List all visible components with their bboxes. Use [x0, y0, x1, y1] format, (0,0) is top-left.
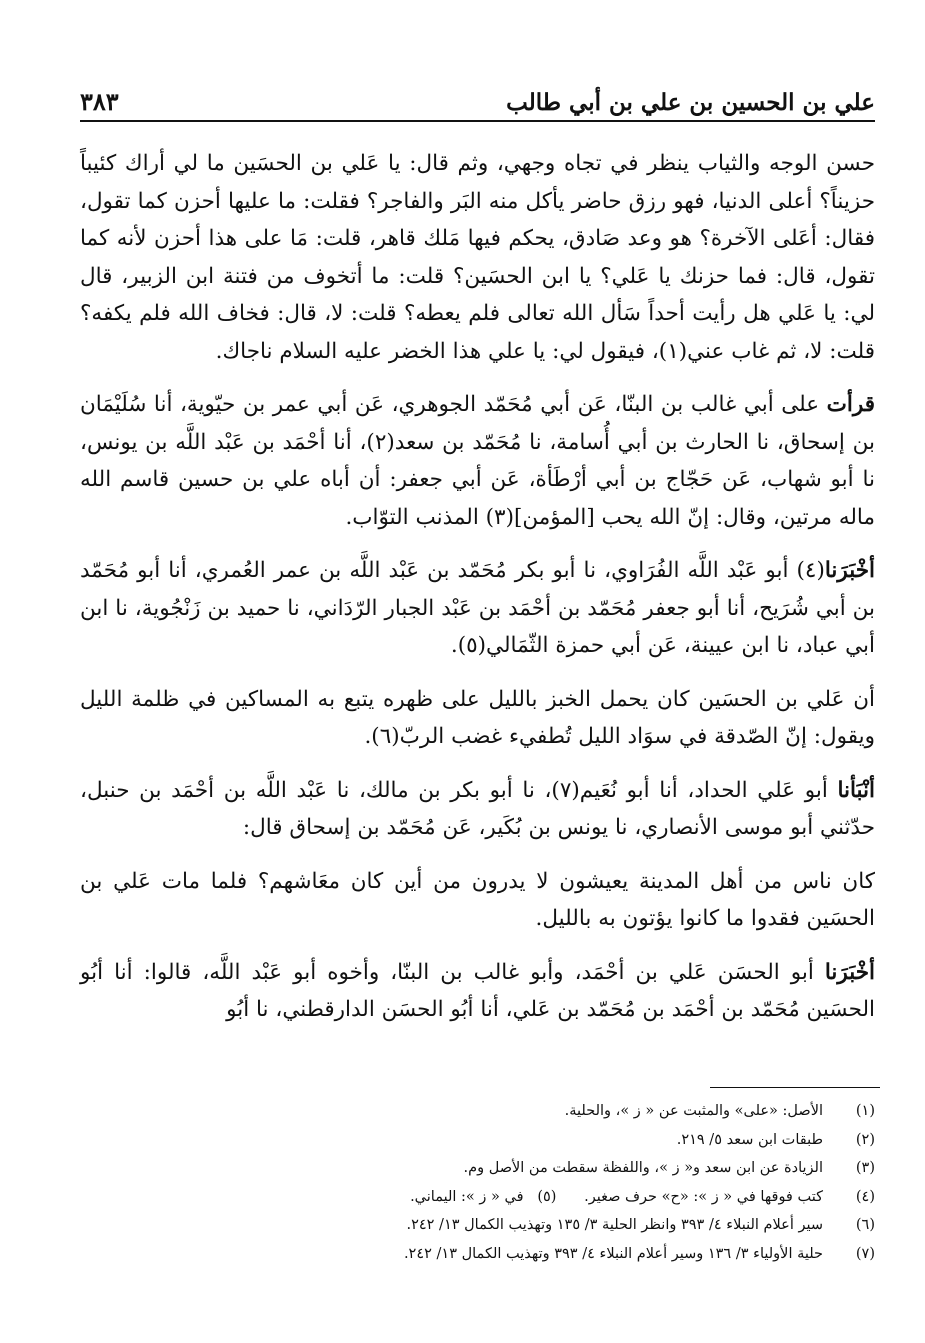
paragraph-6: كان ناس من أهل المدينة يعيشون لا يدرون من أين كان معَاشهم؟ فلما مات عَلي بن الحسَين فقدوا ما كانوا يؤتون به بالليل. [80, 868, 875, 931]
paragraph-4: أن عَلي بن الحسَين كان يحمل الخبز بالليل على ظهره يتبع به المساكين في ظلمة الليل ويقول: إنّ الصّدقة في سوَاد الليل تُطفيء غضب الربّ(٦). [80, 686, 875, 749]
footnote-text: طبقات ابن سعد ٥/ ٢١٩. [676, 1131, 823, 1148]
isnad-lead: أخْبَرَنا [824, 959, 875, 985]
footnotes [80, 1097, 875, 1268]
page-header [80, 84, 875, 122]
footnote [80, 1183, 875, 1212]
footnote [80, 1097, 875, 1126]
paragraph-text: (٤) أبو عَبْد اللَّه الفُرَاوي، نا أبو بكر مُحَمّد بن عَبْد اللَّه بن عمر العُمري، أنا أبو مُحَمّد بن أبي شُرَيح، أنا أبو جعفر مُحَمّد بن أحْمَد بن عَبْد الجبار الرّدَاني، نا حميد بن زَنْجُوية، نا ابن أبي عباد، نا ابن عيينة، عَن أبي حمزة الثّمَالي(٥). [80, 558, 875, 658]
paragraph-5 [80, 772, 875, 847]
paragraph-text: أبو عَلي الحداد، أنا أبو نُعَيم(٧)، نا أبو بكر بن مالك، نا عَبْد اللَّه بن أحْمَد بن حنبل، حدّثني أبو موسى الأنصاري، نا يونس بن بُكَير، عَن مُحَمّد بن إسحاق قال: [80, 777, 875, 840]
paragraph-3 [80, 552, 875, 665]
paragraph-text: على أبي غالب بن البنّا، عَن أبي مُحَمّد الجوهري، عَن أبي عمر بن حيّوية، أنا سُلَيْمَان بن إسحاق، نا الحارث بن أبي أُسامة، نا مُحَمّد بن سعد(٢)، أنا أحْمَد بن عَبْد اللَّه بن يونس، نا أبو شهاب، عَن حَجّاج بن أبي أرْطَأة، عَن أبي جعفر: أن أباه علي بن حسين قاسم الله ماله مرتين، وقال: إنّ الله يحب [المؤمن](٣) المذنب التوّاب. [80, 392, 875, 530]
footnote-number: (٢) [855, 1131, 875, 1148]
paragraph-2 [80, 386, 875, 536]
footnote [80, 1211, 875, 1240]
paragraph-7 [80, 954, 875, 1029]
running-title: علي بن الحسين بن علي بن أبي طالب [506, 89, 875, 116]
isnad-lead: أنْبَأنا [837, 777, 875, 803]
paragraph-1: حسن الوجه والثياب ينظر في تجاه وجهي، وثم قال: يا عَلي بن الحسَين ما لي أراك كئيباً حزيناً؟ أعلى الدنيا، فهو رزق حاضر يأكل منه البَر والفاجر؟ فقلت: ما عليها أحزن كما تقول، فقال: أعَلى الآخرة؟ هو وعد صَادق، يحكم فيها مَلك قاهر، قلت: مَا على هذا أحزن لأنه كما تقول، قال: فما حزنك يا عَلي؟ يا ابن الحسَين؟ قلت: ما أتخوف من فتنة ابن الزبير، قال لي: يا عَلي هل رأيت أحداً سَأل الله تعالى فلم يعطه؟ قلت: لا، قال: فخاف الله فلم يكفه؟ قلت: لا، ثم غاب عني(١)، فيقول لي: يا علي هذا الخضر عليه السلام ناجاك. [80, 151, 875, 364]
footnote-number: (٧) [855, 1245, 875, 1262]
footnote-number: (٣) [855, 1160, 875, 1176]
footnote-text: حلية الأولياء ٣/ ١٣٦ وسير أعلام النبلاء ٤/ ٣٩٣ وتهذيب الكمال ١٣/ ٢٤٢. [403, 1245, 823, 1262]
footnote-separator [710, 1087, 880, 1088]
footnote-number: (١) [855, 1103, 875, 1119]
page-number: ٣٨٣ [80, 87, 119, 116]
isnad-lead: أخْبَرَنا [824, 558, 875, 583]
footnote-text: الزيادة عن ابن سعد و« ز »، واللفظة سقطت من الأصل وم. [463, 1160, 823, 1176]
footnote [80, 1126, 875, 1155]
footnote [80, 1154, 875, 1183]
footnote-number: (٤) [855, 1188, 875, 1205]
main-text [80, 145, 875, 1045]
footnote-text: سير أعلام النبلاء ٤/ ٣٩٣ وانظر الحلية ٣/ ١٣٥ وتهذيب الكمال ١٣/ ٢٤٢. [406, 1217, 823, 1233]
footnote-number: (٦) [855, 1217, 875, 1233]
isnad-lead: قرأت [826, 392, 875, 417]
footnote [80, 1240, 875, 1269]
footnote-text: كتب فوقها في « ز »: «ح» حرف صغير. (٥) في « ز »: اليماني. [410, 1188, 823, 1205]
paragraph-text: أبو الحسَن عَلي بن أحْمَد، وأبو غالب بن البنّا، وأخوه أبو عَبْد اللَّه، قالوا: أنا أبُو الحسَين مُحَمّد بن أحْمَد بن مُحَمّد بن عَلي، أنا أبُو الحسَن الدارقطني، نا أبُو [80, 959, 875, 1022]
footnote-text: الأصل: «على» والمثبت عن « ز »، والحلية. [564, 1103, 823, 1119]
